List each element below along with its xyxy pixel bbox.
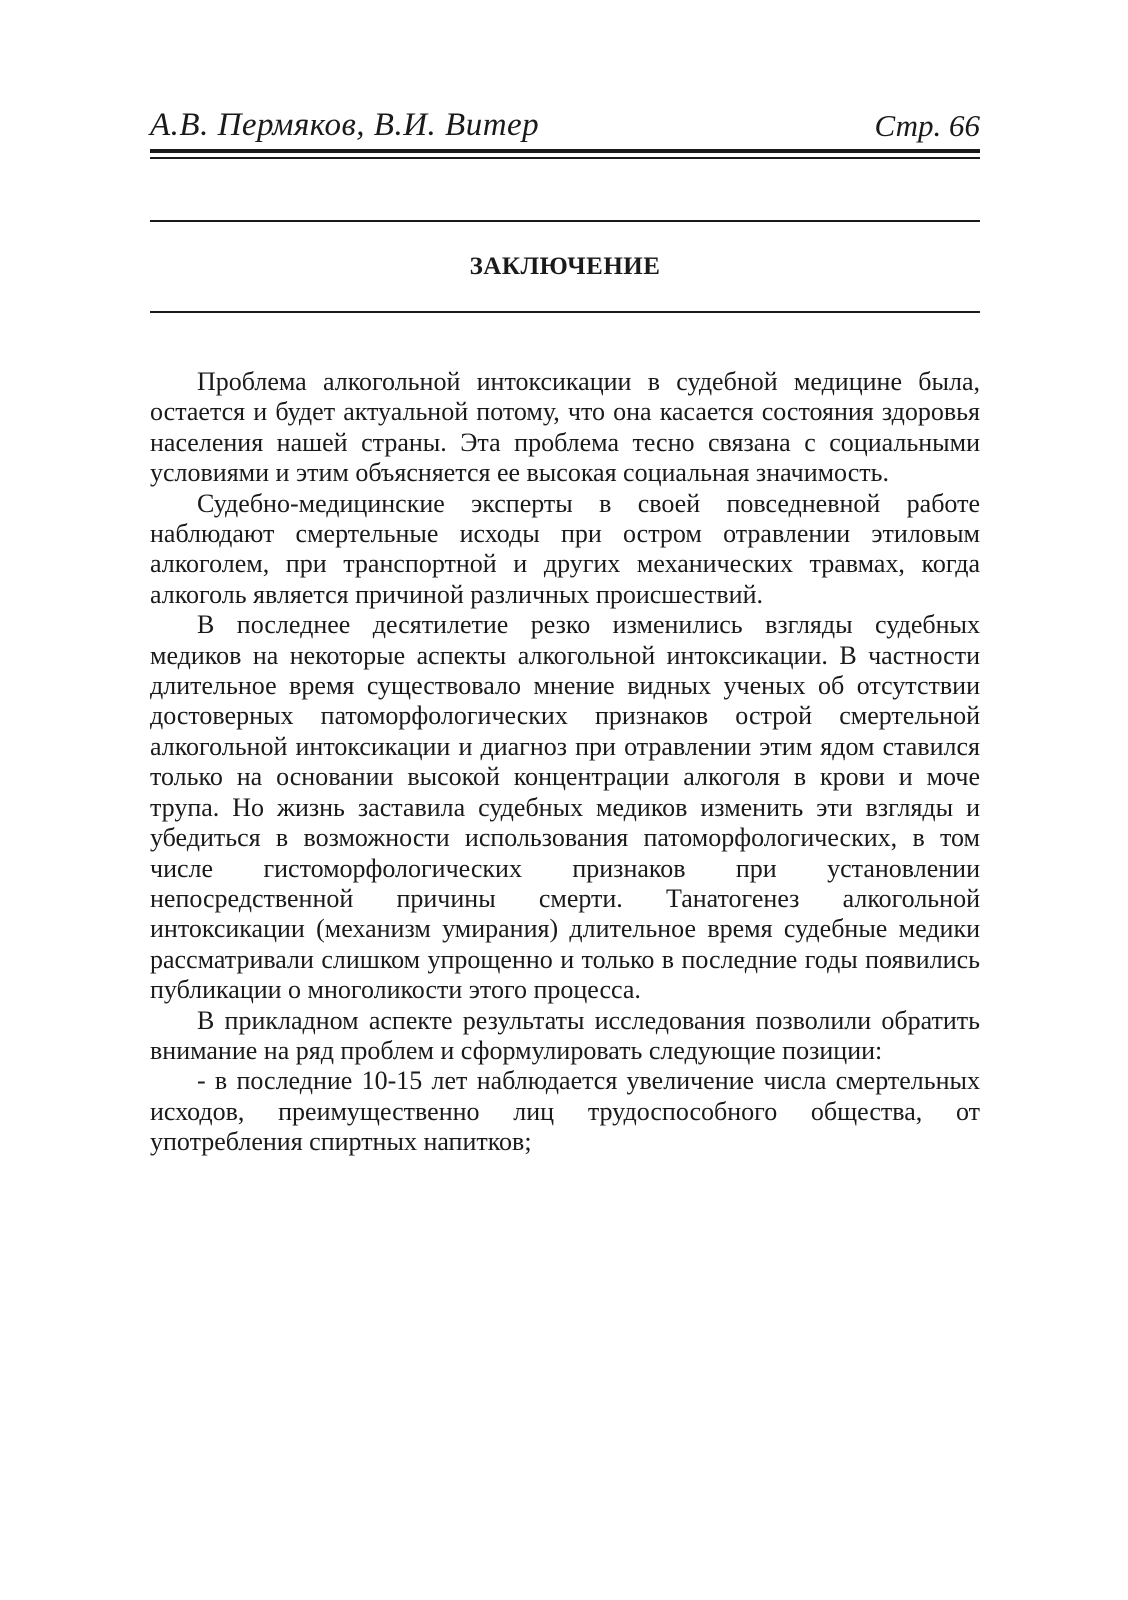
header-rule-thick bbox=[150, 149, 980, 153]
running-header bbox=[150, 104, 980, 144]
section-title: ЗАКЛЮЧЕНИЕ bbox=[469, 253, 661, 280]
paragraph: В прикладном аспекте результаты исследования позволили обратить внимание на ряд проблем и сформулировать следующие позиции: bbox=[150, 1005, 980, 1065]
paragraph: Проблема алкогольной интоксикации в судебной медицине была, остается и будет актуальной потому, что она касается состояния здоровья населения нашей страны. Эта проблема тесно связана с социальными условиями и этим объясняется ее высокая социальная значимость. bbox=[150, 367, 980, 488]
title-rule-bottom bbox=[150, 311, 980, 313]
paragraph: Судебно-медицинские эксперты в своей повседневной работе наблюдают смертельные исходы при остром отравлении этиловым алкоголем, при транспортной и других механических травмах, когда алкоголь является причиной различных происшествий. bbox=[150, 488, 980, 609]
paragraph: В последнее десятилетие резко изменились взгляды судебных медиков на некоторые аспекты алкогольной интоксикации. В частности длительное время существовало мнение видных ученых об отсутствии достоверных патоморфологических признаков острой смертельной алкогольной интоксикации и диагноз при отравлении этим ядом ставился только на основании высокой концентрации алкоголя в крови и моче трупа. Но жизнь заставила судебных медиков изменить эти взгляды и убедиться в возможности использования патоморфологических, в том числе гистоморфологических признаков при установлении непосредственной причины смерти. Танатогенез алкогольной интоксикации (механизм умирания) длительное время судебные медики рассматривали слишком упрощенно и только в последние годы появились публикации о многоликости этого процесса. bbox=[150, 610, 980, 1005]
header-authors: А.В. Пермяков, В.И. Витер bbox=[150, 107, 540, 143]
title-rule-top bbox=[150, 220, 980, 222]
header-rule-thin bbox=[150, 157, 980, 159]
header-page-number: Стр. 66 bbox=[874, 108, 980, 143]
list-item-paragraph: - в последние 10-15 лет наблюдается увеличение числа смертельных исходов, преимущественно лиц трудоспособного общества, от употребления спиртных напитков; bbox=[150, 1066, 980, 1157]
body-text bbox=[150, 367, 980, 1158]
